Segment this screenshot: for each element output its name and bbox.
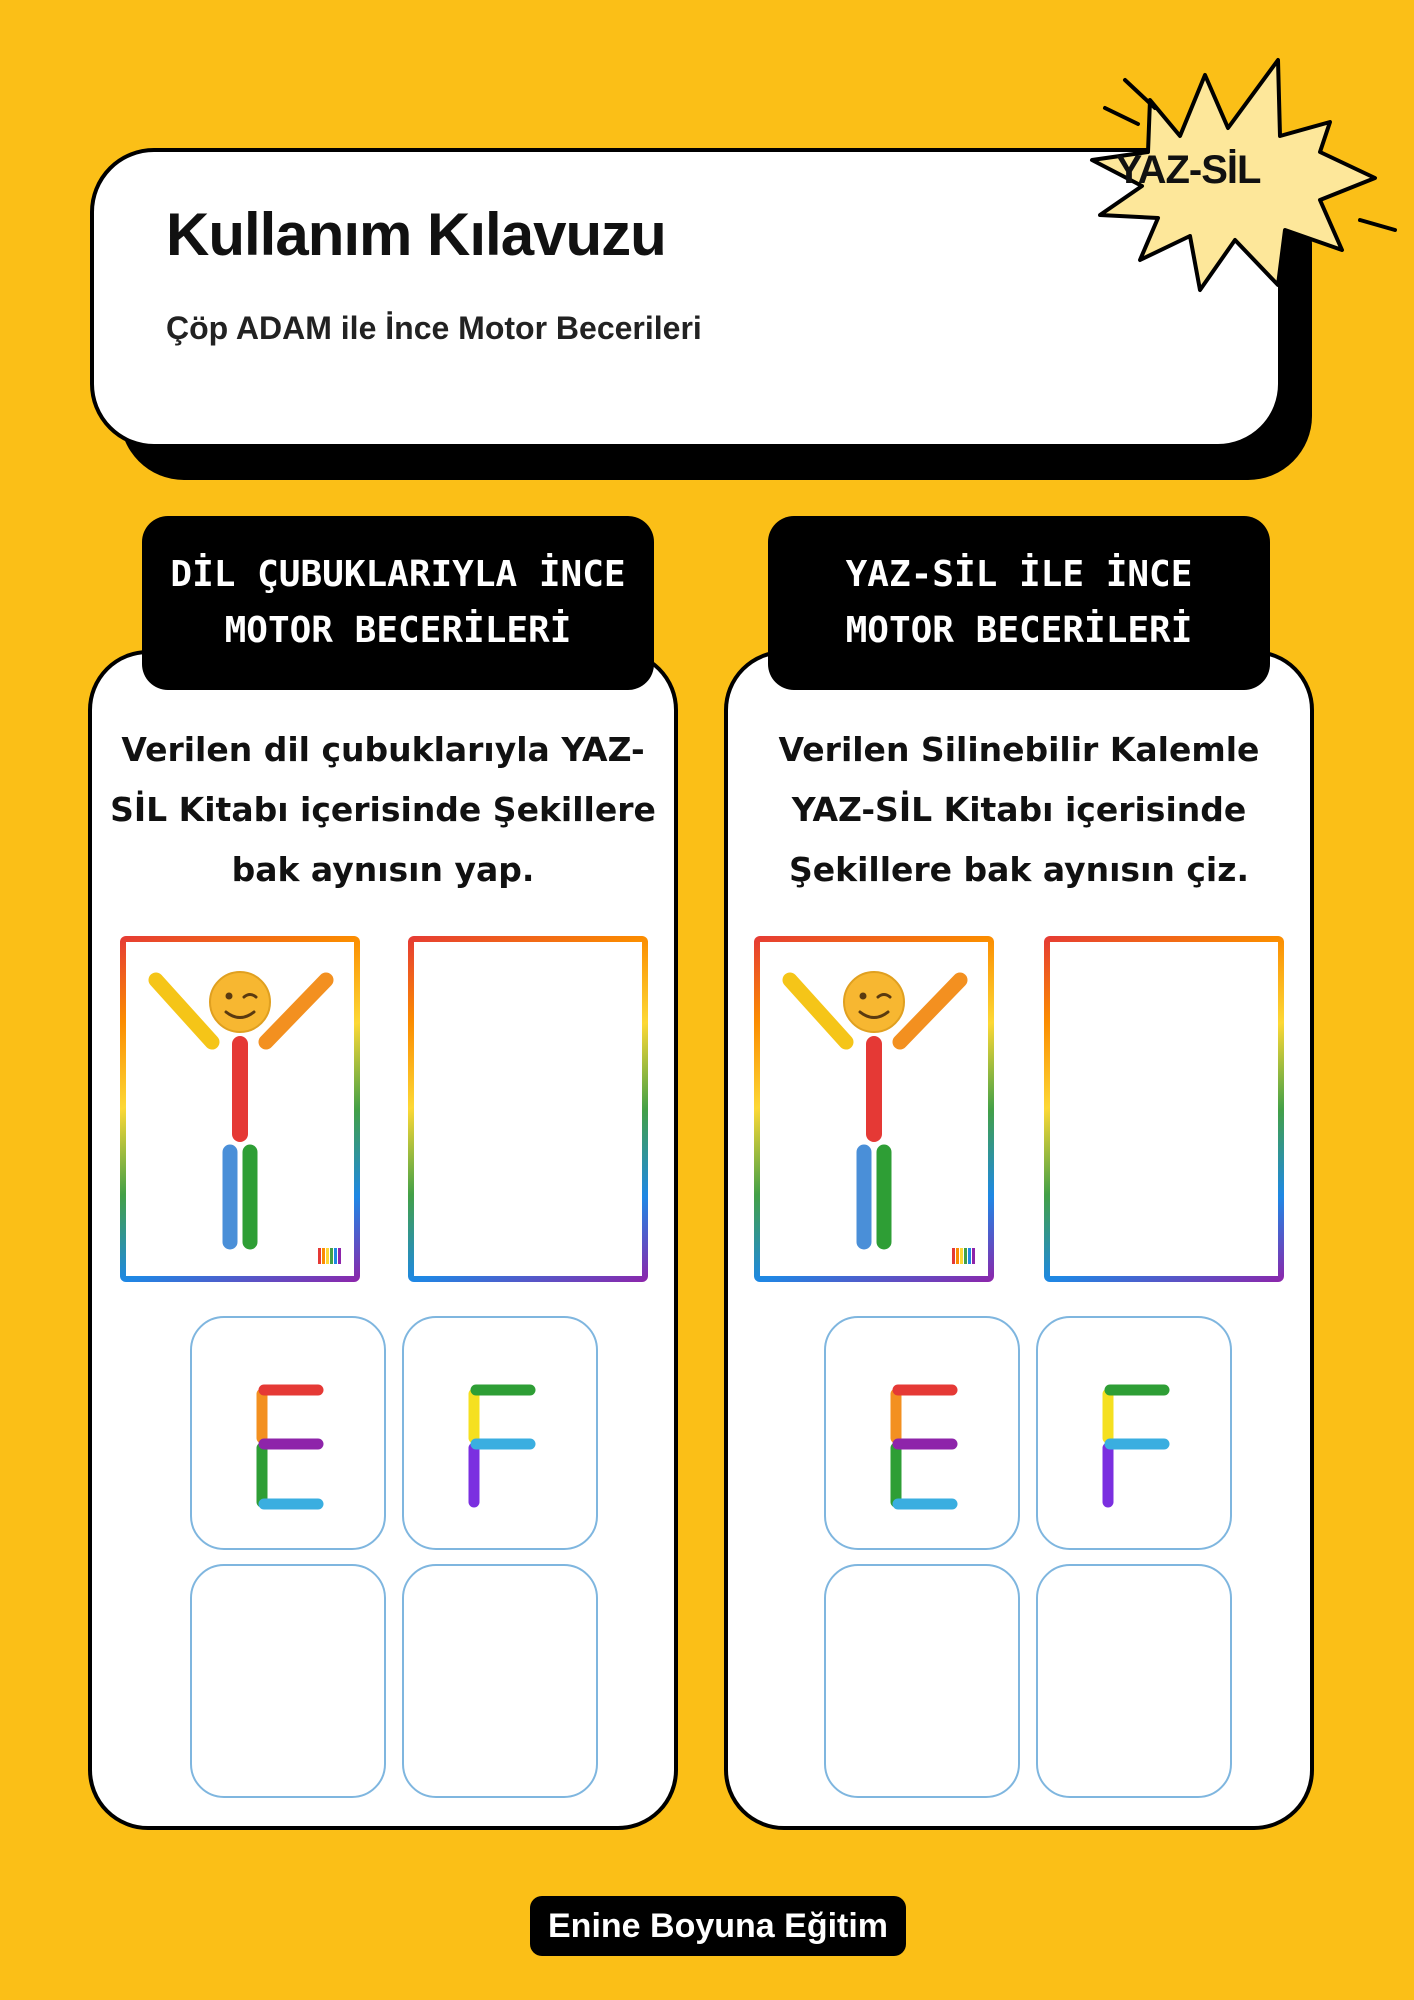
panel-desc-left-line2: SİL Kitabı içerisinde Şekillere — [110, 790, 656, 829]
page-title: Kullanım Kılavuzu — [166, 201, 666, 268]
drawing-frame-right — [1044, 936, 1284, 1282]
letter-tile-f-left — [402, 1316, 598, 1550]
panel-desc-right — [739, 720, 1299, 900]
panel-desc-right-line2: YAZ-SİL Kitabı içerisinde — [791, 790, 1247, 829]
example-frame-left — [120, 936, 360, 1282]
winking-face-icon — [844, 972, 904, 1032]
panel-desc-left-line3: bak aynısın yap. — [231, 850, 535, 889]
letter-e-icon — [826, 1318, 1018, 1548]
letter-tile-f-right — [1036, 1316, 1232, 1550]
stick-figure-icon — [126, 942, 354, 1276]
panel-tab-left-line1: DİL ÇUBUKLARIYLA İNCE — [170, 554, 626, 595]
footer-brand: Enine Boyuna Eğitim — [530, 1896, 906, 1956]
page-subtitle: Çöp ADAM ile İnce Motor Becerileri — [166, 310, 702, 346]
rainbow-marks-icon — [318, 1248, 341, 1264]
winking-face-icon — [210, 972, 270, 1032]
panel-tab-left — [142, 516, 654, 690]
drawing-frame-left — [408, 936, 648, 1282]
letter-e-icon — [192, 1318, 384, 1548]
panel-tab-right-line1: YAZ-SİL İLE İNCE — [845, 554, 1193, 595]
empty-tile-right-2 — [1036, 1564, 1232, 1798]
rainbow-marks-icon — [952, 1248, 975, 1264]
example-frame-right — [754, 936, 994, 1282]
panel-tab-left-line2: MOTOR BECERİLERİ — [224, 610, 572, 651]
letter-tile-e-left — [190, 1316, 386, 1550]
stick-figure-icon — [760, 942, 988, 1276]
panel-desc-right-line3: Şekillere bak aynısın çiz. — [788, 850, 1249, 889]
panel-desc-left-line1: Verilen dil çubuklarıyla YAZ- — [121, 730, 645, 769]
empty-tile-left-1 — [190, 1564, 386, 1798]
panel-tab-right-line2: MOTOR BECERİLERİ — [845, 610, 1193, 651]
letter-f-icon — [1038, 1318, 1230, 1548]
empty-tile-left-2 — [402, 1564, 598, 1798]
panel-desc-right-line1: Verilen Silinebilir Kalemle — [778, 730, 1260, 769]
empty-tile-right-1 — [824, 1564, 1020, 1798]
letter-tile-e-right — [824, 1316, 1020, 1550]
yaz-sil-badge: YAZ-SİL — [1115, 148, 1261, 192]
panel-tab-right — [768, 516, 1270, 690]
panel-desc-left — [103, 720, 663, 900]
letter-f-icon — [404, 1318, 596, 1548]
